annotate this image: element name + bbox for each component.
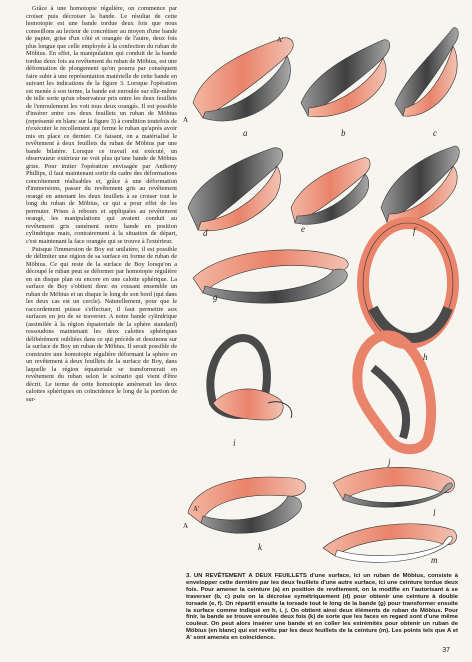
panel-a (193, 38, 293, 121)
panel-label-k: k (258, 542, 262, 552)
panel-j (357, 335, 431, 449)
panel-k (188, 477, 306, 533)
panel-f (381, 146, 459, 223)
point-label-a-prime: A' (277, 36, 284, 44)
body-paragraph: Grâce à une homotopie régulière, on commence par croiser puis décroiser la bande. Le résultat de cette homotopie est une bande tordue deux fois que nous conseillons au lecteur de concrétiser au moyen d'une bande de papier, grise d'un côté et orangée de l'autre, deux fois plus longue que celle employée à la confection du ruban de Möbius. En effet, la manipulation qui conduit de la bande tordue deux fois au revêtement du ruban de Möbius, est une déformation de plongement qu'on pourra par conséquent faire subir à une représentation matérielle de cette bande en suivant les indications de la figure 3. Lorsque l'opération est menée à son terme, la bande est enroulée sur elle-même de telle sorte qu'un observateur pris entre les deux feuillets de l'enroulement les voit tous deux orangés. Il est possible d'insérer entre ces deux feuillets un ruban de Möbius (représenté en blanc sur la figure 3) à condition toutefois de n'exécuter le recollement qui ferme le ruban qu'après avoir mis en place ce dernier. Ce faisant, on a matérialisé le revêtement à deux feuillets du ruban de Möbius par une bande bilatère. Lorsque ce travail est exécuté, un observateur extérieur ne voit plus qu'une bande de Möbius grise. Pour imiter l'opération envisagée par Anthony Phillips, il faut maintenant sortir du cadre des déformations concrètement réalisables et, grâce à une déformation d'immersions, passer du revêtement gris au revêtement orangé en amenant les deux feuillets à se croiser tout le long du ruban de Möbius, ce qui a pour effet de les permuter. Prises à rebours et appliquées au revêtement orangé, les manipulations qui avaient conduit au revêtement gris ramènent notre bande en position cylindrique mais, contrairement à la situation de départ, c'est maintenant la face orangée qui se trouve à l'extérieur. (26, 5, 177, 245)
point-label-a: A (183, 116, 189, 124)
panel-label-e: e (301, 224, 305, 234)
panel-d (188, 148, 283, 231)
panel-label-d: d (203, 228, 208, 238)
mobius-illustration (183, 8, 463, 568)
panel-label-g: g (213, 292, 218, 302)
figure-3 (183, 8, 463, 568)
panel-label-i: i (233, 438, 236, 448)
panel-label-b: b (341, 128, 346, 138)
panel-label-a: a (243, 128, 248, 138)
panel-label-f: f (413, 226, 416, 236)
panel-label-l: l (433, 508, 436, 518)
body-paragraph: Puisque l'immersion de Boy est unilatère, il est possible de délimiter une région de sa surface en forme de ruban de Möbius. Ce qui reste de la surface de Boy lorsqu'on a découpé le ruban peut se déformer par homotopie régulière en un disque plan ou encore en une calotte sphérique. La surface de Boy s'obtient donc en cousant ensemble un ruban de Möbius et un disque le long de son bord (qui dans les deux cas est un cercle). Naturellement, pour que le raccordement puisse s'effectuer, il faut permettre aux surfaces en jeu de se traverser. A notre bande cylindrique (assimilée à la région équatoriale de la sphère standard) ressoudons maintenant les deux calottes sphériques délibérément oubliées dans ce qui précède et dessinons sur la surface de Boy un ruban de Möbius. Il serait possible de construire une homotopie régulière déformant la sphère en un revêtement à deux feuillets de la surface de Boy, dans laquelle la région équatoriale se transformerait en revêtement du ruban selon le scénario qui vient d'être décrit. Le terme de cette homotopie amènerait les deux calottes sphériques en coïncidence le long de la portion de sur- (26, 245, 177, 403)
panel-l (333, 467, 455, 507)
figure-caption: 3. UN REVÊTEMENT A DEUX FEUILLETS d'une surface, ici un ruban de Möbius, consiste à envelopper cette dernière par les deux feuillets d'une autre surface, ici une ceinture tordue deux fois. Pour amener la ceinture (a) en position de revêtement, on la modifie en l'autorisant à se traverser (b, c) puis on la décroise symétriquement (d) pour obtenir une ceinture à double torsade (e, f). On répartit ensuite la torsade tout le long de la bande (g) pour transformer ensuite la surface comme indiqué en h, i, j. On obtient ainsi deux éléments de ruban de Möbius. Pour finir, la bande se trouve enroulée deux fois (k) de sorte que les faces en regard sont d'une même couleur. On peut alors insérer une bande et en coller les extrémités pour obtenir un ruban de Möbius (en blanc) qui est revêtu par les deux feuillets de la ceinture (m). Les points tels que A et A' sont amenés en coïncidence. (186, 573, 458, 642)
panel-i (210, 338, 291, 420)
panel-h (363, 223, 453, 343)
panel-e (291, 158, 370, 225)
panel-b (301, 40, 390, 117)
point-label-a-k: A (183, 522, 189, 530)
page-number: 37 (442, 647, 450, 654)
panel-label-j: j (388, 457, 391, 467)
panel-label-c: c (433, 128, 437, 138)
panel-label-m: m (431, 555, 438, 565)
point-label-a-prime-k: A' (193, 505, 200, 513)
panel-c (395, 28, 458, 116)
body-text-column (26, 5, 177, 650)
panel-label-h: h (423, 352, 428, 362)
